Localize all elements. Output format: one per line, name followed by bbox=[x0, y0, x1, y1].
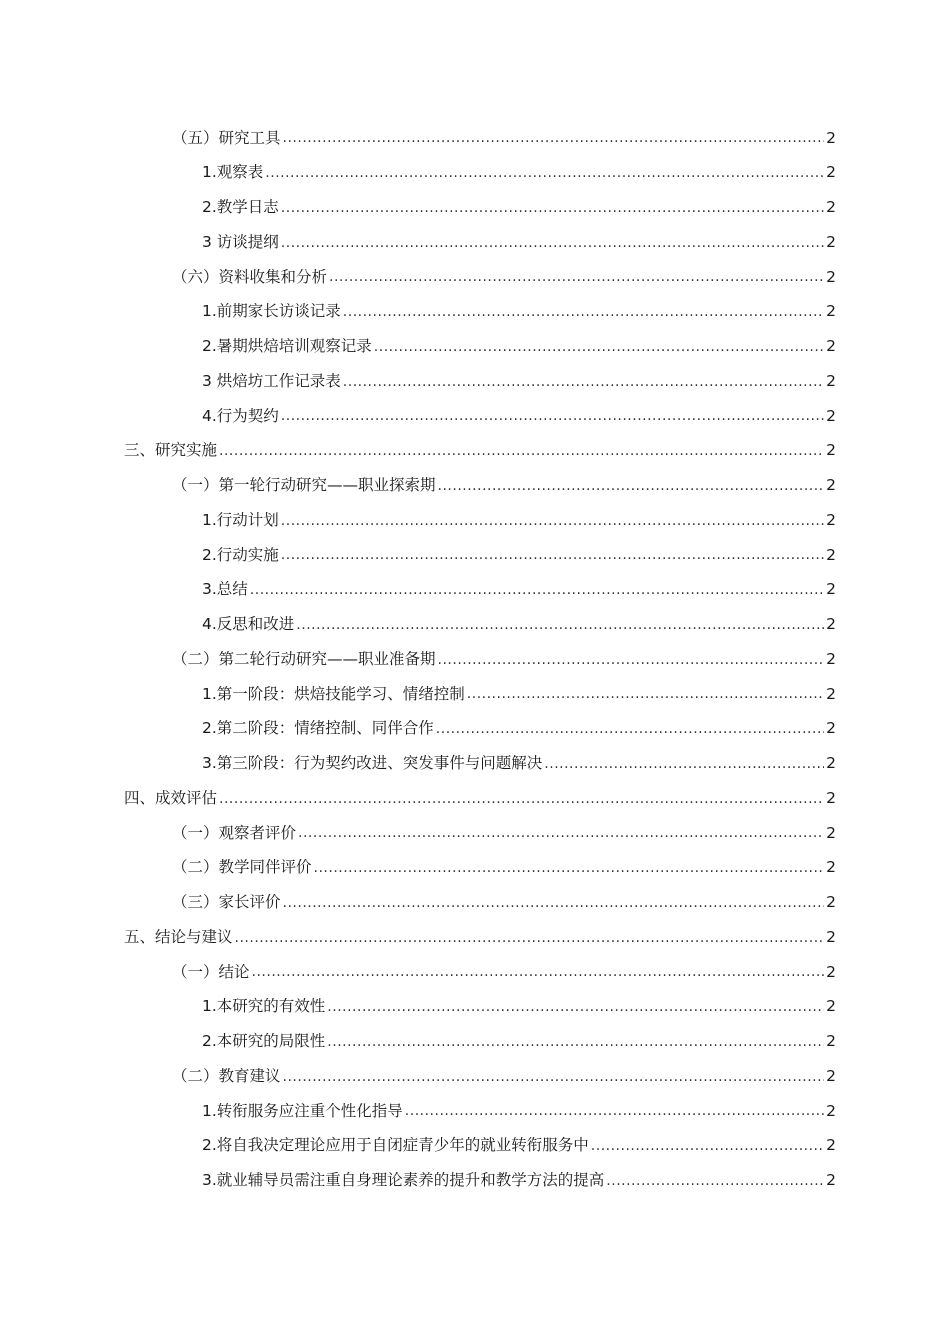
toc-entry-title: 2.行动实施 bbox=[202, 545, 279, 564]
toc-page-number: 2 bbox=[826, 476, 836, 495]
toc-dot-leader bbox=[281, 201, 824, 215]
toc-dot-leader bbox=[327, 1035, 824, 1049]
toc-page-number: 2 bbox=[826, 927, 836, 946]
toc-page-number: 2 bbox=[826, 1032, 836, 1051]
toc-entry[interactable] bbox=[0, 503, 950, 538]
toc-dot-leader bbox=[374, 340, 824, 354]
toc-dot-leader bbox=[281, 236, 824, 250]
toc-dot-leader bbox=[250, 583, 824, 597]
toc-entry-title: 2.将自我决定理论应用于自闭症青少年的就业转衔服务中 bbox=[202, 1136, 589, 1155]
toc-entry-title: 2.教学日志 bbox=[202, 198, 279, 217]
toc-entry-title: 1.观察表 bbox=[202, 163, 264, 182]
toc-dot-leader bbox=[467, 687, 824, 701]
toc-page-number: 2 bbox=[826, 893, 836, 912]
toc-entry[interactable] bbox=[0, 156, 950, 191]
toc-entry[interactable] bbox=[0, 608, 950, 643]
toc-entry[interactable] bbox=[0, 955, 950, 990]
toc-page-number: 2 bbox=[826, 1171, 836, 1190]
toc-entry[interactable] bbox=[0, 920, 950, 955]
toc-entry[interactable] bbox=[0, 990, 950, 1025]
toc-dot-leader bbox=[436, 722, 824, 736]
toc-entry-title: 3 烘焙坊工作记录表 bbox=[202, 371, 341, 390]
toc-dot-leader bbox=[343, 375, 824, 389]
toc-dot-leader bbox=[219, 444, 824, 458]
toc-dot-leader bbox=[298, 826, 824, 840]
toc-page-number: 2 bbox=[826, 441, 836, 460]
toc-entry-title: （二）第二轮行动研究——职业准备期 bbox=[172, 649, 436, 668]
toc-entry[interactable] bbox=[0, 225, 950, 260]
toc-dot-leader bbox=[296, 618, 824, 632]
toc-entry-title: （三）家长评价 bbox=[172, 893, 281, 912]
toc-dot-leader bbox=[314, 861, 825, 875]
toc-entry-title: 3.第三阶段：行为契约改进、突发事件与问题解决 bbox=[202, 754, 543, 773]
toc-entry[interactable] bbox=[0, 469, 950, 504]
toc-entry-title: 3.就业辅导员需注重自身理论素养的提升和教学方法的提高 bbox=[202, 1171, 605, 1190]
toc-entry[interactable] bbox=[0, 851, 950, 886]
toc-entry-title: 2.暑期烘焙培训观察记录 bbox=[202, 337, 372, 356]
toc-page-number: 2 bbox=[826, 302, 836, 321]
toc-dot-leader bbox=[405, 1104, 824, 1118]
toc-entry[interactable] bbox=[0, 1129, 950, 1164]
toc-dot-leader bbox=[252, 965, 825, 979]
toc-dot-leader bbox=[283, 131, 825, 145]
toc-entry-title: 1.第一阶段：烘焙技能学习、情绪控制 bbox=[202, 684, 465, 703]
toc-entry[interactable] bbox=[0, 191, 950, 226]
toc-dot-leader bbox=[219, 792, 824, 806]
toc-entry[interactable] bbox=[0, 121, 950, 156]
toc-entry-title: （六）资料收集和分析 bbox=[172, 267, 328, 286]
toc-entry-title: 四、成效评估 bbox=[124, 788, 218, 807]
toc-entry[interactable] bbox=[0, 886, 950, 921]
toc-entry[interactable] bbox=[0, 364, 950, 399]
toc-entry-title: 4.反思和改进 bbox=[202, 615, 295, 634]
toc-page-number: 2 bbox=[826, 788, 836, 807]
toc-entry[interactable] bbox=[0, 330, 950, 365]
toc-entry[interactable] bbox=[0, 399, 950, 434]
toc-page-number: 2 bbox=[826, 163, 836, 182]
toc-entry[interactable] bbox=[0, 712, 950, 747]
toc-dot-leader bbox=[438, 653, 825, 667]
toc-page-number: 2 bbox=[826, 580, 836, 599]
toc-dot-leader bbox=[591, 1139, 824, 1153]
toc-page-number: 2 bbox=[826, 754, 836, 773]
toc-page-number: 2 bbox=[826, 232, 836, 251]
toc-entry[interactable] bbox=[0, 1059, 950, 1094]
toc-entry[interactable] bbox=[0, 747, 950, 782]
toc-entry[interactable] bbox=[0, 1094, 950, 1129]
toc-entry-title: 3 访谈提纲 bbox=[202, 232, 279, 251]
toc-dot-leader bbox=[283, 896, 825, 910]
toc-entry[interactable] bbox=[0, 538, 950, 573]
toc-page-number: 2 bbox=[826, 267, 836, 286]
toc-entry[interactable] bbox=[0, 260, 950, 295]
toc-dot-leader bbox=[283, 1070, 825, 1084]
toc-dot-leader bbox=[281, 548, 824, 562]
toc-entry-title: （五）研究工具 bbox=[172, 128, 281, 147]
toc-page-number: 2 bbox=[826, 406, 836, 425]
toc-page-number: 2 bbox=[826, 1066, 836, 1085]
toc-entry[interactable] bbox=[0, 1164, 950, 1199]
toc-entry-title: （二）教育建议 bbox=[172, 1066, 281, 1085]
toc-entry-title: 1.前期家长访谈记录 bbox=[202, 302, 341, 321]
toc-entry[interactable] bbox=[0, 677, 950, 712]
toc-dot-leader bbox=[327, 1000, 824, 1014]
toc-page-number: 2 bbox=[826, 1136, 836, 1155]
toc-dot-leader bbox=[329, 270, 824, 284]
table-of-contents bbox=[0, 121, 950, 1198]
toc-entry[interactable] bbox=[0, 573, 950, 608]
toc-entry-title: 1.本研究的有效性 bbox=[202, 997, 326, 1016]
toc-page-number: 2 bbox=[826, 1101, 836, 1120]
toc-entry-title: 3.总结 bbox=[202, 580, 248, 599]
toc-page-number: 2 bbox=[826, 337, 836, 356]
toc-page-number: 2 bbox=[826, 684, 836, 703]
toc-dot-leader bbox=[281, 409, 824, 423]
toc-entry[interactable] bbox=[0, 1025, 950, 1060]
toc-dot-leader bbox=[281, 514, 824, 528]
toc-entry-title: 五、结论与建议 bbox=[124, 927, 233, 946]
toc-entry[interactable] bbox=[0, 781, 950, 816]
toc-page-number: 2 bbox=[826, 371, 836, 390]
toc-page-number: 2 bbox=[826, 128, 836, 147]
toc-dot-leader bbox=[606, 1174, 824, 1188]
toc-page-number: 2 bbox=[826, 719, 836, 738]
toc-entry-title: 2.第二阶段：情绪控制、同伴合作 bbox=[202, 719, 434, 738]
toc-entry[interactable] bbox=[0, 642, 950, 677]
toc-entry-title: （一）观察者评价 bbox=[172, 823, 297, 842]
toc-dot-leader bbox=[265, 166, 824, 180]
toc-page-number: 2 bbox=[826, 962, 836, 981]
toc-entry-title: 1.行动计划 bbox=[202, 510, 279, 529]
toc-dot-leader bbox=[235, 931, 825, 945]
toc-page-number: 2 bbox=[826, 858, 836, 877]
toc-entry-title: 4.行为契约 bbox=[202, 406, 279, 425]
toc-entry-title: 2.本研究的局限性 bbox=[202, 1032, 326, 1051]
toc-dot-leader bbox=[343, 305, 824, 319]
toc-entry[interactable] bbox=[0, 434, 950, 469]
toc-page-number: 2 bbox=[826, 649, 836, 668]
toc-entry-title: （二）教学同伴评价 bbox=[172, 858, 312, 877]
toc-page-number: 2 bbox=[826, 545, 836, 564]
toc-entry[interactable] bbox=[0, 295, 950, 330]
toc-page-number: 2 bbox=[826, 615, 836, 634]
toc-entry-title: （一）第一轮行动研究——职业探索期 bbox=[172, 476, 436, 495]
toc-dot-leader bbox=[438, 479, 825, 493]
toc-page-number: 2 bbox=[826, 510, 836, 529]
toc-page-number: 2 bbox=[826, 823, 836, 842]
toc-dot-leader bbox=[544, 757, 824, 771]
toc-entry[interactable] bbox=[0, 816, 950, 851]
toc-page-number: 2 bbox=[826, 997, 836, 1016]
toc-entry-title: 1.转衔服务应注重个性化指导 bbox=[202, 1101, 403, 1120]
toc-page-number: 2 bbox=[826, 198, 836, 217]
toc-entry-title: 三、研究实施 bbox=[124, 441, 218, 460]
toc-entry-title: （一）结论 bbox=[172, 962, 250, 981]
